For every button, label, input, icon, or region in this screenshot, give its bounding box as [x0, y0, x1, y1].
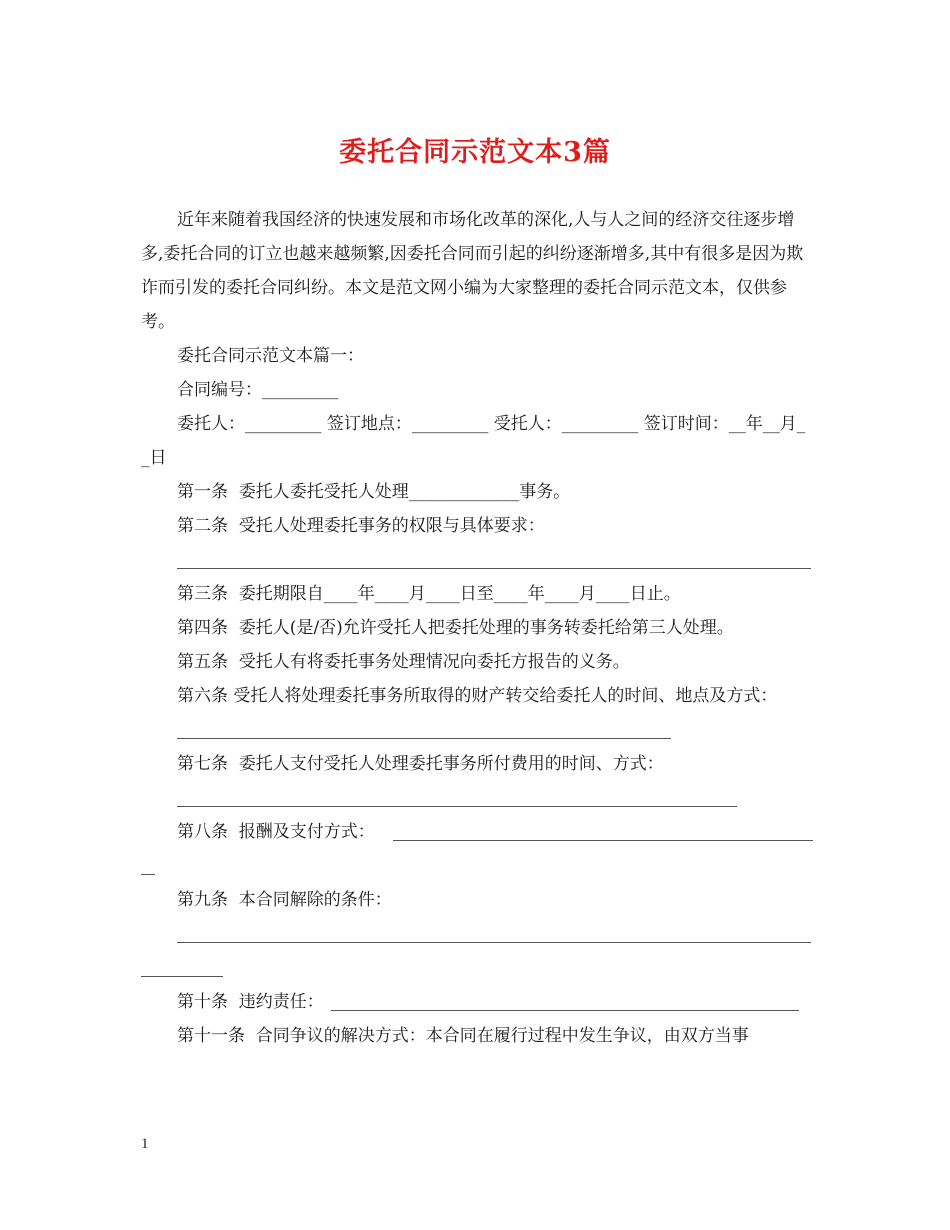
intro-paragraph: 近年来随着我国经济的快速发展和市场化改革的深化,人与人之间的经济交往逐步增多,委托合同的订立也越来越频繁,因委托合同而引起的纠纷逐渐增多,其中有很多是因为欺诈而引发的委托合同纠纷。本文是范文网小编为大家整理的委托合同示范文本，仅供参考。	[141, 210, 804, 332]
article-5: 第五条 受托人有将委托事务处理情况向委托方报告的义务。	[177, 652, 630, 672]
article-7: 第七条 委托人支付受托人处理委托事务所付费用的时间、方式：	[177, 754, 664, 774]
article-4: 第四条 委托人(是/否)允许受托人把委托处理的事务转委托给第三人处理。	[177, 618, 734, 638]
article-11: 第十一条 合同争议的解决方式：本合同在履行过程中发生争议，由双方当事	[177, 1026, 749, 1046]
article-10: 第十条 违约责任：	[177, 992, 324, 1012]
article-9: 第九条 本合同解除的条件：	[177, 890, 392, 910]
blank-line	[141, 543, 813, 577]
article-8: 第八条 报酬及支付方式：	[177, 822, 375, 842]
document-body	[141, 203, 813, 1053]
article-8-row	[141, 815, 813, 849]
blank-line	[141, 917, 813, 951]
blank-line	[141, 781, 813, 815]
blank-line	[141, 849, 813, 883]
article-1: 第一条 委托人委托受托人处理_____________事务。	[177, 482, 571, 502]
document-title: 委托合同示范文本3篇	[339, 137, 611, 168]
article-10-row	[141, 985, 813, 1019]
parties-line: 委托人：_________ 签订地点：_________ 受托人：_________ 签订时间：__年__月__日	[141, 414, 806, 468]
blank-line	[141, 951, 813, 985]
article-3: 第三条 委托期限自____年____月____日至____年____月____日止。	[177, 584, 681, 604]
page-number: 1	[141, 1136, 149, 1152]
article-2: 第二条 受托人处理委托事务的权限与具体要求：	[177, 516, 545, 536]
section-heading: 委托合同示范文本篇一：	[177, 346, 364, 366]
article-6: 第六条 受托人将处理委托事务所取得的财产转交给委托人的时间、地点及方式：	[177, 686, 778, 706]
blank-line	[141, 713, 813, 747]
contract-number-line: 合同编号：_________	[177, 380, 339, 400]
